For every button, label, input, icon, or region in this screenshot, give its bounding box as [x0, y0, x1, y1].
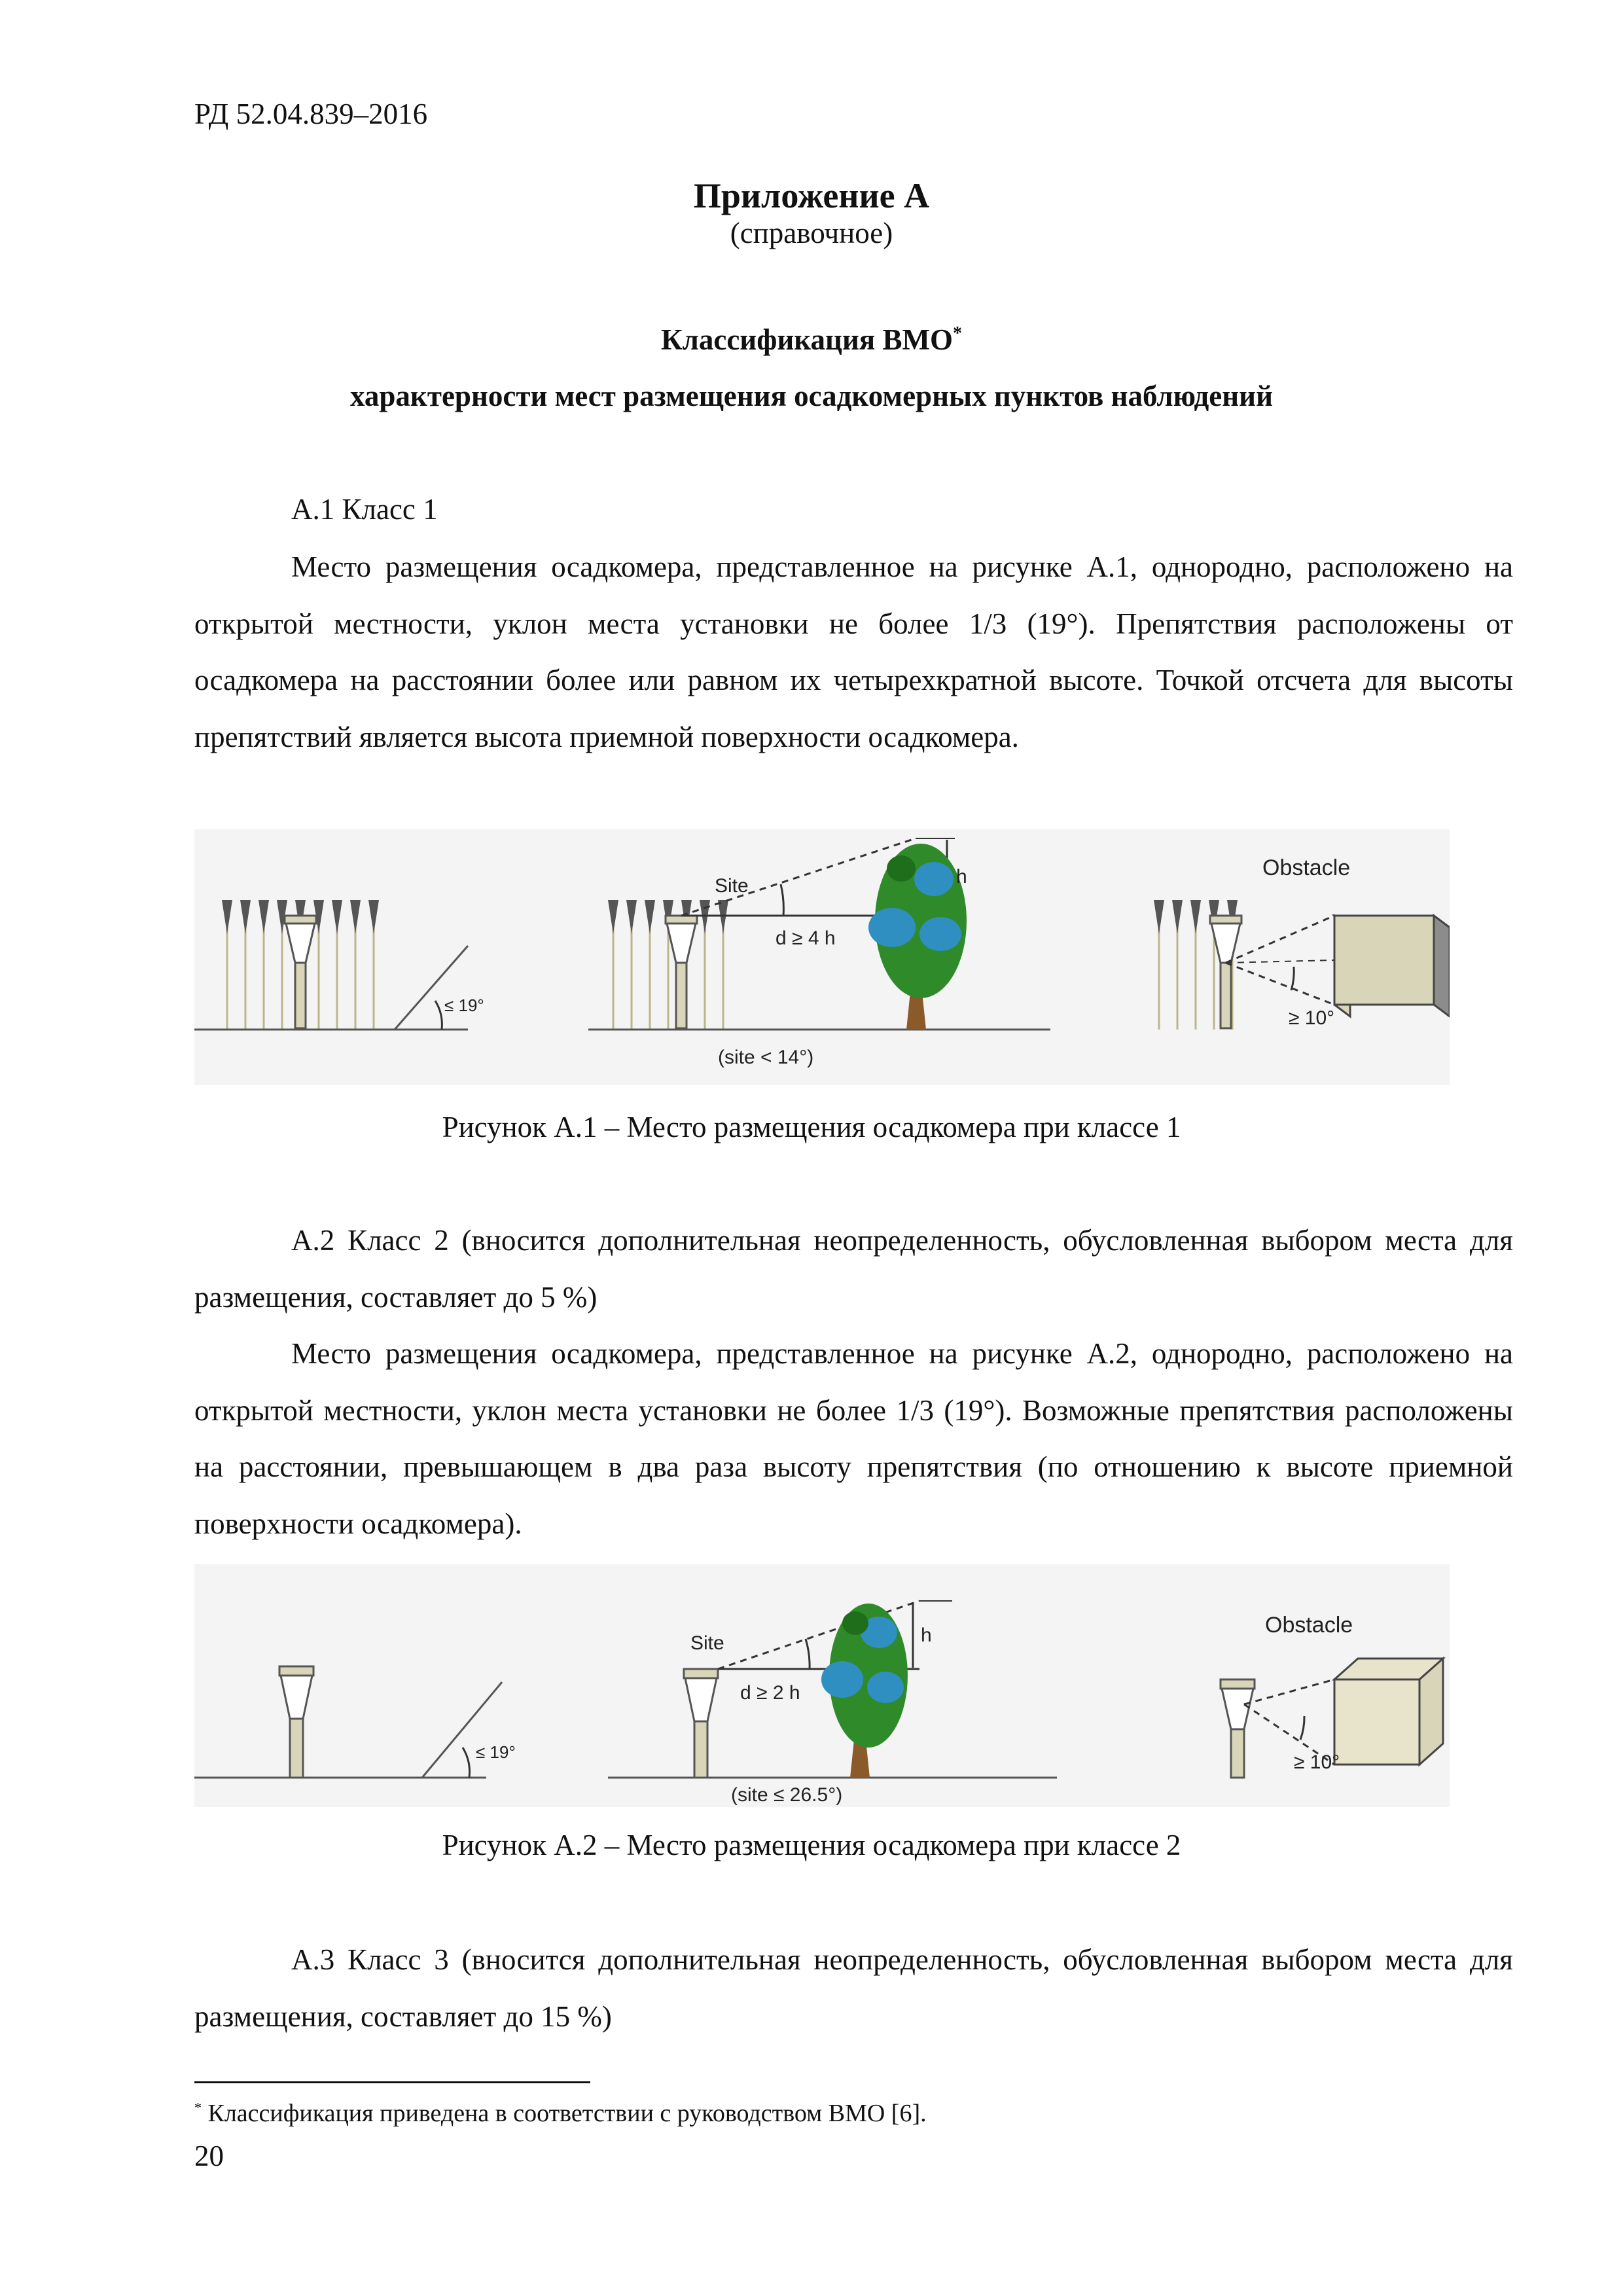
a1-slope-label: ≤ 19° [444, 996, 484, 1015]
classification-title-text: Классификация ВМО [660, 323, 953, 356]
classification-title [0, 323, 1623, 357]
section-a1-body: Место размещения осадкомера, представленное на рисунке А.1, однородно, расположено на открытой местности, уклон места установки не более 1/3 (19°). Препятствия расположены от осадкомера на расстоянии более или равном их четырехкратной высоте. Точкой отсчета для высоты препятствий является высота приемной поверхности осадкомера. [194, 550, 1513, 753]
a2-site-angle-label: (site ≤ 26.5°) [731, 1784, 843, 1806]
footnote [194, 2099, 927, 2128]
footnote-text: Классификация приведена в соответствии с руководством ВМО [6]. [207, 2100, 927, 2127]
section-a3-heading: А.3 Класс 3 (вносится дополнительная неопределенность, обусловленная выбором места для размещения, составляет до 15 %) [194, 1943, 1513, 2033]
footnote-ref: * [953, 323, 962, 344]
a2-slope-label: ≤ 19° [476, 1742, 516, 1762]
obstacle-block [1334, 1659, 1443, 1765]
figure-a2 [194, 1564, 1450, 1807]
rain-gauge [279, 1666, 313, 1778]
appendix-subtitle: (справочное) [730, 217, 893, 249]
section-a2-body: Место размещения осадкомера, представленное на рисунке А.2, однородно, расположено на открытой местности, уклон места установки не более 1/3 (19°). Возможные препятствия расположены на расстоянии, превышающем в два раза высоту препятствия (по отношению к высоте приемной поверхности осадкомера). [194, 1337, 1513, 1540]
a2-panel-obstacle [1221, 1613, 1443, 1778]
rain-gauge [684, 1669, 718, 1778]
a2-panel-tree [608, 1601, 1057, 1806]
a1-site-label: Site [715, 875, 749, 897]
a1-panel-slope [194, 900, 484, 1030]
figure-a1 [194, 829, 1450, 1085]
page-number: 20 [194, 2140, 224, 2172]
document-code: РД 52.04.839–2016 [194, 98, 428, 130]
a1-h-label: h [956, 866, 967, 888]
a1-obstacle-label: Obstacle [1262, 855, 1351, 880]
footnote-mark: * [194, 2099, 202, 2116]
figure-a2-drawing [194, 1564, 1450, 1807]
rain-gauge [285, 916, 316, 1028]
rain-gauge [666, 916, 697, 1028]
rain-gauge [1221, 1679, 1255, 1778]
a1-site-angle-label: (site < 14°) [718, 1047, 814, 1068]
a2-obstacle-label: Obstacle [1265, 1613, 1353, 1638]
appendix-title: Приложение А [693, 176, 930, 215]
obstacle-block [1334, 916, 1450, 1016]
a1-panel-obstacle [1154, 855, 1450, 1030]
figure-a2-caption: Рисунок А.2 – Место размещения осадкомера при классе 2 [442, 1829, 1181, 1861]
figure-a1-caption: Рисунок А.1 – Место размещения осадкомера при классе 1 [442, 1111, 1181, 1143]
a2-panel-slope [194, 1666, 516, 1778]
a2-obstacle-angle-label: ≥ 10° [1294, 1751, 1340, 1773]
section-a2-heading: А.2 Класс 2 (вносится дополнительная неопределенность, обусловленная выбором места для размещения, составляет до 5 %) [194, 1224, 1513, 1314]
classification-subtitle: характерности мест размещения осадкомерных пунктов наблюдений [349, 380, 1273, 412]
a1-distance-label: d ≥ 4 h [776, 927, 836, 949]
section-a1-heading: А.1 Класс 1 [291, 493, 438, 526]
a1-obstacle-angle-label: ≥ 10° [1289, 1007, 1335, 1029]
a2-site-label: Site [690, 1632, 724, 1654]
a1-panel-tree [588, 838, 1050, 1068]
figure-a1-drawing [194, 829, 1450, 1085]
footnote-divider [194, 2081, 590, 2083]
a2-h-label: h [921, 1624, 932, 1646]
a2-distance-label: d ≥ 2 h [740, 1682, 800, 1704]
tree [868, 844, 967, 1030]
